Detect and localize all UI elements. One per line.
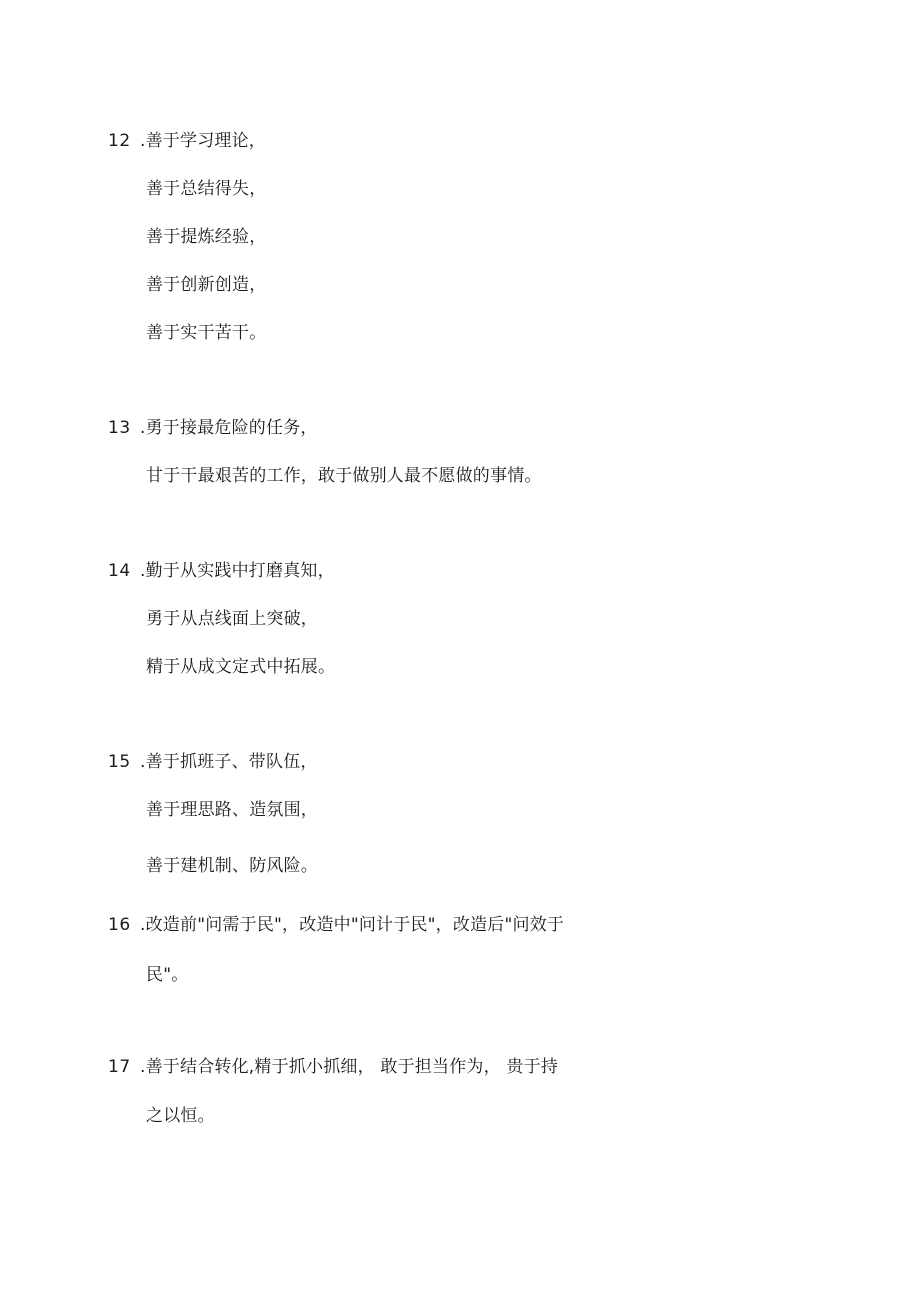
item-line: 善于提炼经验， bbox=[146, 227, 267, 247]
item-line: 善于创新创造， bbox=[146, 275, 267, 295]
item-line: 之以恒。 bbox=[146, 1106, 215, 1126]
item-line: 精于从成文定式中拓展。 bbox=[146, 657, 336, 677]
item-line: 甘于干最艰苦的工作，敢于做别人最不愿做的事情。 bbox=[146, 466, 542, 486]
item-number: 12 bbox=[108, 131, 131, 151]
item-number: 16 bbox=[108, 915, 131, 935]
item-line: 善于建机制、防风险。 bbox=[146, 856, 318, 876]
item-line: .善于学习理论， bbox=[140, 131, 267, 151]
item-line: .善于结合转化,精于抓小抓细， 敢于担当作为， 贵于持 bbox=[140, 1057, 559, 1077]
item-line: 民"。 bbox=[146, 965, 189, 985]
item-number: 14 bbox=[108, 561, 131, 581]
item-line: 善于理思路、造氛围， bbox=[146, 800, 318, 820]
item-line: .勇于接最危险的任务， bbox=[140, 418, 318, 438]
item-number: 17 bbox=[108, 1057, 131, 1077]
item-line: .勤于从实践中打磨真知， bbox=[140, 561, 335, 581]
item-number: 15 bbox=[108, 752, 131, 772]
item-line: 勇于从点线面上突破， bbox=[146, 609, 318, 629]
item-line: .改造前"问需于民"，改造中"问计于民"，改造后"问效于 bbox=[140, 915, 565, 935]
item-number: 13 bbox=[108, 418, 131, 438]
item-line: 善于总结得失， bbox=[146, 179, 267, 199]
item-line: 善于实干苦干。 bbox=[146, 323, 267, 343]
item-line: .善于抓班子、带队伍， bbox=[140, 752, 318, 772]
